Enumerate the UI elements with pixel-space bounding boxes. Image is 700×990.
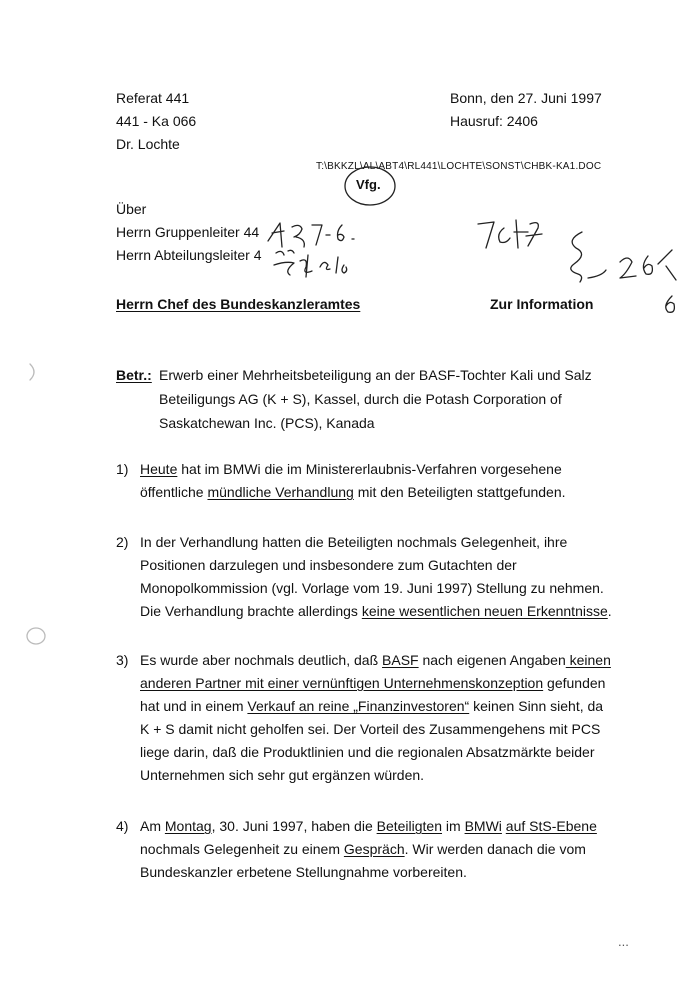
item-3-line: Unternehmen sich sehr gut ergänzen würden. bbox=[140, 767, 425, 783]
handwritten-initials-dept-leader bbox=[272, 247, 368, 281]
item-4-highlight-talk: Gespräch bbox=[343, 841, 405, 857]
purpose-label: Zur Information bbox=[490, 296, 594, 312]
item-1-highlight-today: Heute bbox=[140, 461, 178, 477]
subject-line-3: Saskatchewan Inc. (PCS), Kanada bbox=[159, 415, 375, 431]
item-2-line: Positionen darzulegen und insbesondere zum Gutachten der bbox=[140, 557, 517, 573]
subject-line-2: Beteiligungs AG (K + S), Kassel, durch die Potash Corporation of bbox=[159, 391, 562, 407]
recipient: Herrn Chef des Bundeskanzleramtes bbox=[116, 296, 361, 312]
item-3-highlight-investors: Verkauf an reine „Finanzinvestoren“ bbox=[247, 698, 470, 714]
item-4-text: . Wir werden danach die vom bbox=[404, 841, 586, 857]
item-3-number: 3) bbox=[116, 652, 129, 668]
item-1-text: mit den Beteiligten stattgefunden. bbox=[353, 484, 566, 500]
item-4-line: Bundeskanzler erbetene Stellungnahme vorbereiten. bbox=[140, 864, 467, 880]
item-4-paragraph bbox=[140, 815, 640, 884]
subject-line-1: Erwerb einer Mehrheitsbeteiligung an der BASF-Tochter Kali und Salz bbox=[159, 367, 592, 383]
item-2-line: In der Verhandlung hatten die Beteiligten nochmals Gelegenheit, ihre bbox=[140, 534, 568, 550]
handwritten-initials-center bbox=[476, 214, 546, 254]
item-4-text: Am bbox=[140, 818, 165, 834]
department: Referat 441 bbox=[116, 90, 190, 106]
routing-ueber: Über bbox=[116, 201, 147, 217]
item-3-text: gefunden bbox=[543, 675, 606, 691]
item-2-highlight-no-new-findings: keine wesentlichen neuen Erkenntnisse bbox=[361, 603, 608, 619]
routing-dept-leader: Herrn Abteilungsleiter 4 bbox=[116, 247, 262, 263]
item-2-line: Monopolkommission (vgl. Vorlage vom 19. Juni 1997) Stellung zu nehmen. bbox=[140, 580, 604, 596]
item-3-line: K + S damit nicht geholfen sei. Der Vorteil des Zusammengehens mit PCS bbox=[140, 721, 601, 737]
routing-group-leader: Herrn Gruppenleiter 44 bbox=[116, 224, 260, 240]
item-3-text: nach eigenen Angaben bbox=[418, 652, 566, 668]
item-3-text: keinen Sinn sieht, da bbox=[469, 698, 604, 714]
subject-label: Betr.: bbox=[116, 367, 152, 383]
item-2-paragraph bbox=[140, 531, 640, 623]
item-2-text: Die Verhandlung brachte allerdings bbox=[140, 603, 362, 619]
item-3-highlight-keinen: keinen bbox=[565, 652, 611, 668]
item-1-text: hat im BMWi die im Ministererlaubnis-Verfahren vorgesehene bbox=[177, 461, 562, 477]
item-2-number: 2) bbox=[116, 534, 129, 550]
file-path: T:\BKKZL\AL\ABT4\RL441\LOCHTE\SONST\CHBK-KA1.DOC bbox=[316, 161, 602, 172]
item-2-text: . bbox=[607, 603, 612, 619]
item-3-highlight-basf: BASF bbox=[382, 652, 419, 668]
item-3-paragraph bbox=[140, 649, 640, 787]
item-1-text: öffentliche bbox=[140, 484, 208, 500]
item-4-number: 4) bbox=[116, 818, 129, 834]
item-4-highlight-sts-level: auf StS-Ebene bbox=[505, 818, 597, 834]
item-4-text: nochmals Gelegenheit zu einem bbox=[140, 841, 344, 857]
item-4-highlight-parties: Beteiligten bbox=[376, 818, 443, 834]
item-3-highlight-partner: anderen Partner mit einer vernünftigen Unternehmenskonzeption bbox=[140, 675, 544, 691]
author-name: Dr. Lochte bbox=[116, 136, 180, 152]
place-date: Bonn, den 27. Juni 1997 bbox=[450, 90, 602, 106]
item-1-number: 1) bbox=[116, 461, 129, 477]
item-4-text: , 30. Juni 1997, haben die bbox=[211, 818, 377, 834]
scan-edge-mark bbox=[26, 362, 40, 382]
item-3-text: Es wurde aber nochmals deutlich, daß bbox=[140, 652, 383, 668]
item-3-text: hat und in einem bbox=[140, 698, 248, 714]
item-3-line: liege darin, daß die Produktlinien und die regionalen Absatzmärkte beider bbox=[140, 744, 595, 760]
continuation-mark: ... bbox=[618, 934, 629, 949]
item-4-text: im bbox=[442, 818, 465, 834]
item-1-paragraph bbox=[140, 458, 640, 504]
phone-extension: Hausruf: 2406 bbox=[450, 113, 538, 129]
item-4-highlight-monday: Montag bbox=[164, 818, 212, 834]
punch-hole-mark bbox=[24, 624, 48, 648]
item-1-highlight-hearing: mündliche Verhandlung bbox=[207, 484, 354, 500]
reference-number: 441 - Ka 066 bbox=[116, 113, 197, 129]
vfg-stamp: Vfg. bbox=[356, 177, 381, 192]
handwritten-initials-group-leader bbox=[266, 217, 366, 251]
item-4-highlight-bmwi: BMWi bbox=[464, 818, 502, 834]
